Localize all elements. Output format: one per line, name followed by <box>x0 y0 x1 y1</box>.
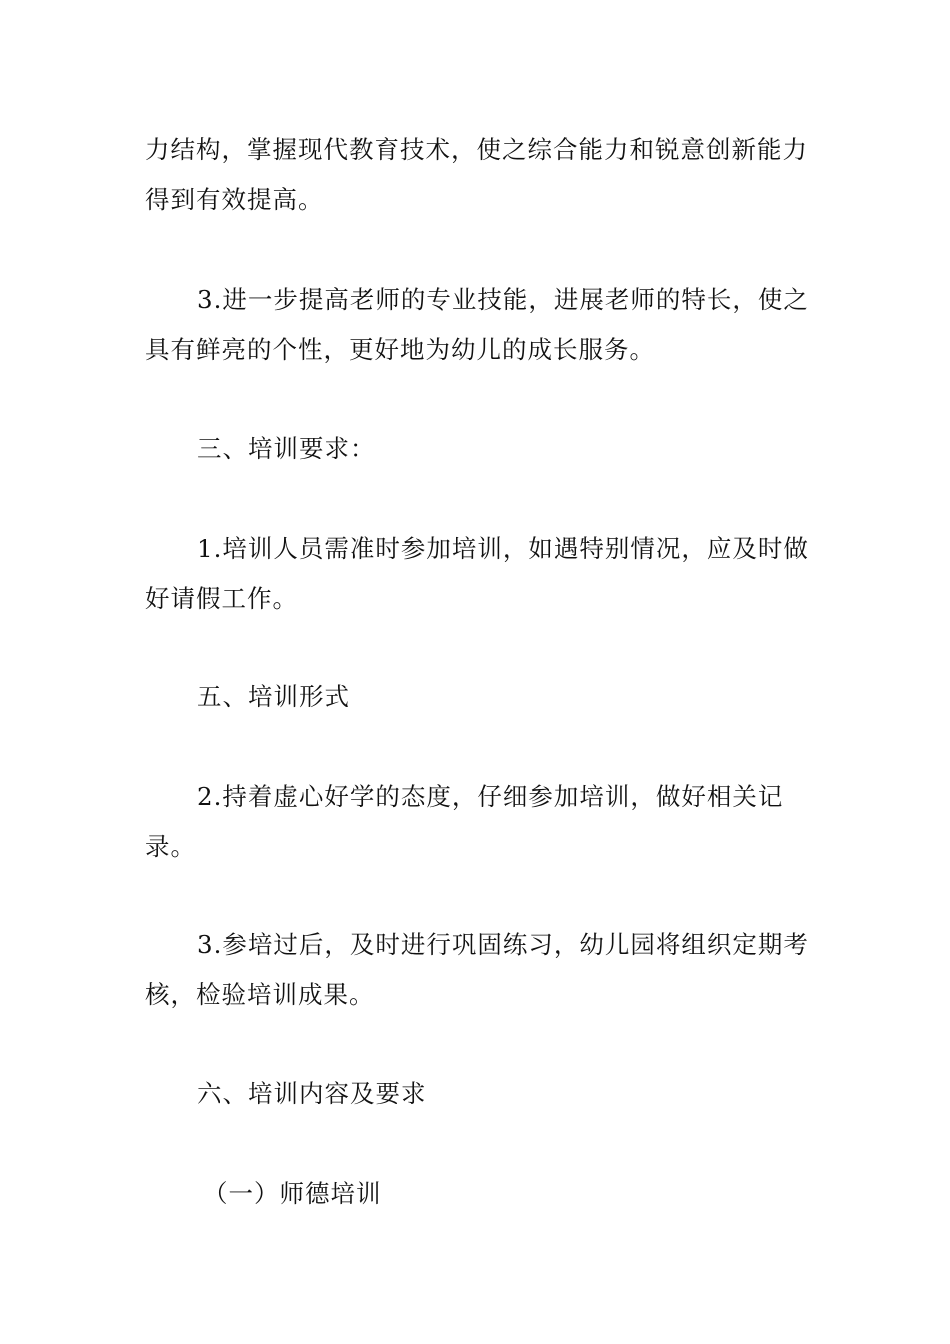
paragraph-continuation: 力结构，掌握现代教育技术，使之综合能力和锐意创新能力得到有效提高。 <box>145 135 808 214</box>
paragraph-item-1-attendance: 1.培训人员需准时参加培训，如遇特别情况，应及时做好请假工作。 <box>145 534 809 613</box>
paragraph-item-2-attitude: 2.持着虚心好学的态度，仔细参加培训，做好相关记录。 <box>145 782 784 861</box>
subsection-heading-ethics: （一）师德培训 <box>203 1179 382 1208</box>
paragraph-item-3-practice: 3.参培过后，及时进行巩固练习，幼儿园将组织定期考核，检验培训成果。 <box>145 930 809 1009</box>
section-heading-requirements: 三、培训要求： <box>197 434 376 463</box>
section-heading-format: 五、培训形式 <box>197 682 350 711</box>
section-heading-content: 六、培训内容及要求 <box>197 1079 427 1108</box>
paragraph-item-3-skills: 3.进一步提高老师的专业技能，进展老师的特长，使之具有鲜亮的个性，更好地为幼儿的成长服务。 <box>145 285 809 364</box>
